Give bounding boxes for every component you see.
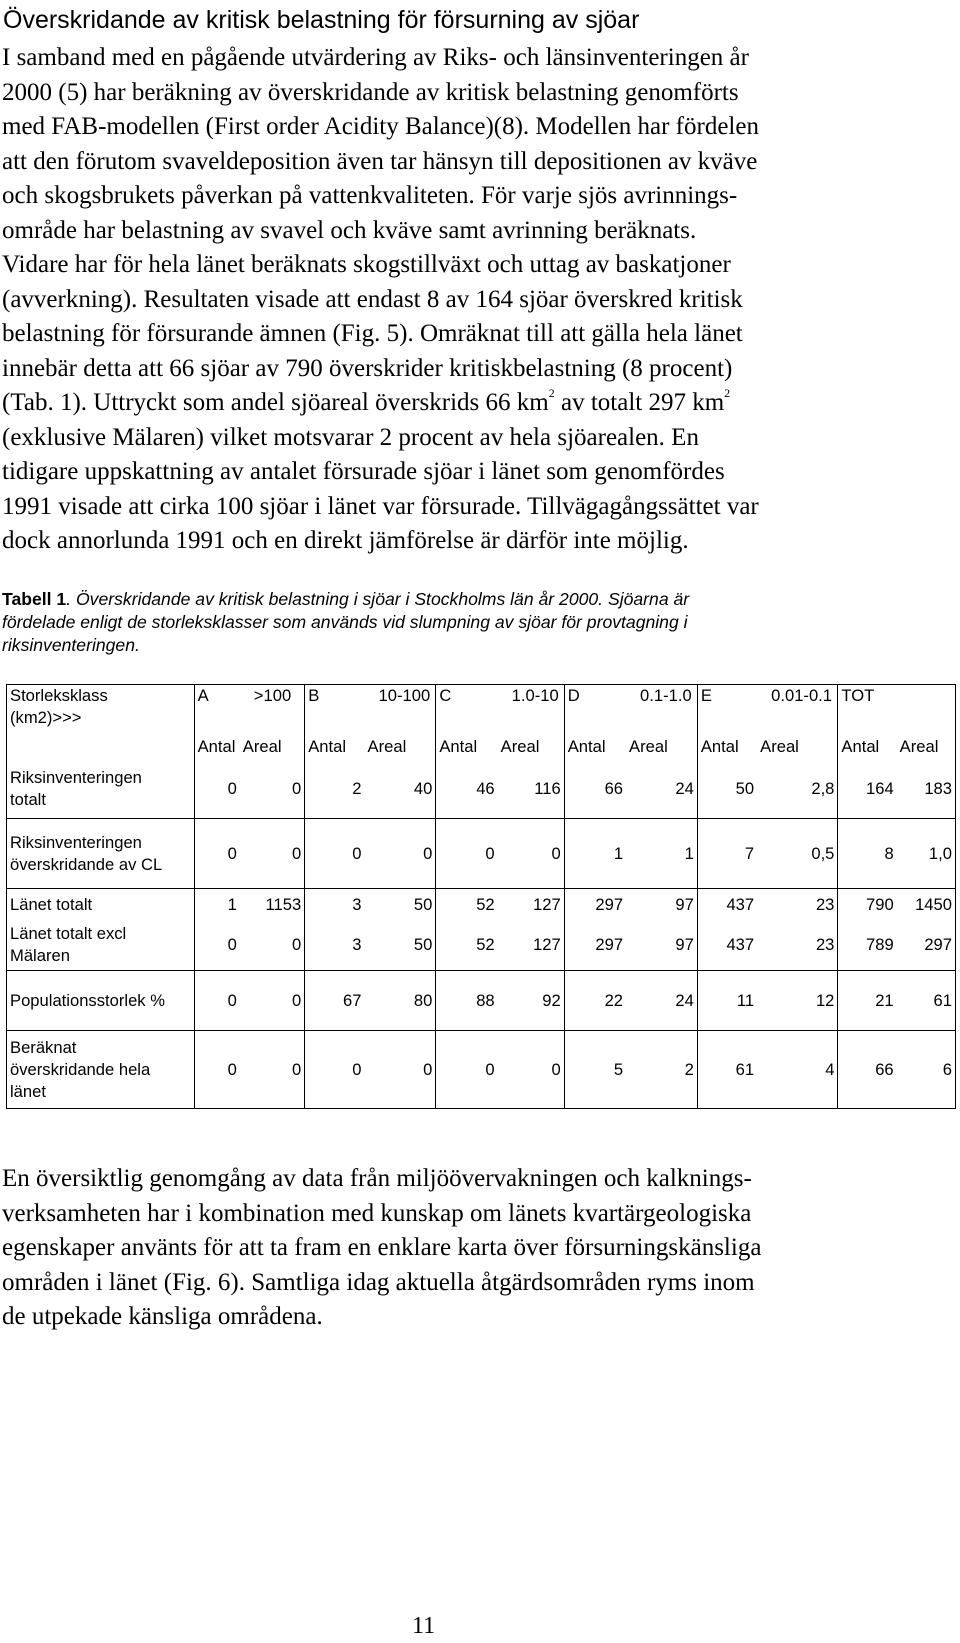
- table-cell: 61: [697, 1031, 757, 1109]
- column-header-areal: Areal: [626, 733, 697, 761]
- table-cell: 46: [476, 779, 495, 799]
- superscript: 2: [548, 386, 555, 400]
- column-header-areal: Areal: [240, 733, 305, 761]
- table-cell: 2: [352, 779, 362, 799]
- size-class-range: [897, 685, 956, 733]
- table-cell: 97: [626, 889, 697, 921]
- row-label-line: (km2)>>>: [10, 708, 82, 727]
- table-cell: 8: [838, 819, 897, 889]
- table-cell: 127: [498, 921, 565, 971]
- table-cell: 0: [240, 971, 305, 1031]
- table-cell: 5: [564, 1031, 626, 1109]
- table-cell: 88: [436, 971, 498, 1031]
- table-cell: 66: [604, 779, 624, 799]
- column-header-antal: Antal: [700, 736, 739, 756]
- size-class-range: 1.0-10: [498, 685, 565, 733]
- table-cell: 1450: [897, 889, 956, 921]
- superscript: 2: [724, 386, 731, 400]
- paragraph-line: med FAB-modellen (First order Acidity Balance)(8). Modellen har fördelen: [2, 113, 759, 140]
- table-cell: 6: [897, 1031, 956, 1109]
- table-cell: 297: [564, 889, 626, 921]
- table-cell: 1: [194, 889, 240, 921]
- table-cell: 24: [626, 761, 697, 819]
- table-row: [7, 819, 956, 889]
- table-row: [7, 971, 956, 1031]
- table-cell: 0: [498, 1031, 565, 1109]
- table-cell: 0: [436, 1031, 498, 1109]
- table-cell: 40: [365, 761, 436, 819]
- table-cell: 0: [498, 819, 565, 889]
- paragraph-line: de utpekade känsliga områdena.: [2, 1303, 323, 1330]
- table-cell: 789: [865, 935, 894, 955]
- table-cell: 0: [240, 761, 305, 819]
- table-cell: 12: [757, 971, 838, 1031]
- table-cell: 50: [365, 889, 436, 921]
- row-label-line: Länet totalt excl: [10, 924, 127, 944]
- size-class-letter: TOT: [838, 685, 897, 733]
- column-header-areal: Areal: [498, 733, 565, 761]
- table-cell: 0: [240, 1031, 305, 1109]
- paragraph-line: 1991 visade att cirka 100 sjöar i länet var försurade. Tillvägagångssättet var: [2, 492, 759, 520]
- table-cell: 297: [897, 921, 956, 971]
- paragraph-line: område har belastning av svavel och kväve samt avrinning beräknats.: [2, 216, 697, 244]
- row-label: [7, 971, 195, 1031]
- table-cell: 116: [498, 761, 565, 819]
- paragraph-line: områden i länet (Fig. 6). Samtliga idag aktuella åtgärdsområden ryms inom: [2, 1268, 755, 1296]
- paragraph-line: 2000 (5) har beräkning av överskridande av kritisk belastning genomförts: [2, 78, 739, 106]
- text-run: av totalt 297 km: [554, 389, 725, 416]
- size-class-range: >100: [240, 685, 305, 733]
- row-label-line: Mälaren: [10, 946, 70, 966]
- table-cell: 0: [305, 819, 365, 889]
- caption-line: [2, 588, 902, 611]
- caption-line: riksinventeringen.: [2, 635, 140, 655]
- caption-line: fördelade enligt de storleksklasser som används vid slumpning av sjöar för provtagning i: [2, 612, 688, 632]
- paragraph-line: tidigare uppskattning av antalet försurade sjöar i länet som genomfördes: [2, 458, 725, 485]
- table-cell: 0: [365, 819, 436, 889]
- table-subheader-row: [7, 733, 956, 761]
- table-cell: 437: [697, 889, 757, 921]
- caption-label: Tabell 1: [2, 589, 67, 609]
- table-cell: 24: [626, 971, 697, 1031]
- table-cell: 0,5: [757, 819, 838, 889]
- caption-text: . Överskridande av kritisk belastning i sjöar i Stockholms län år 2000. Sjöarna är: [66, 589, 690, 609]
- paragraph-line: I samband med en pågående utvärdering av Riks- och länsinventeringen år: [2, 44, 749, 71]
- row-label: [7, 921, 195, 971]
- table-cell: 50: [365, 921, 436, 971]
- table-row: [7, 1031, 956, 1109]
- table-cell: 1,0: [897, 819, 956, 889]
- row-label: [7, 685, 195, 733]
- table-cell: 1: [626, 819, 697, 889]
- column-header-antal: Antal: [194, 733, 240, 761]
- table-cell: 1: [564, 819, 626, 889]
- row-label-line: Beräknat: [10, 1037, 77, 1057]
- size-class-range: 10-100: [365, 685, 436, 733]
- column-header-areal: Areal: [757, 733, 838, 761]
- table-cell: 11: [697, 971, 757, 1031]
- size-class-letter: E: [697, 685, 757, 733]
- table-cell: 0: [240, 819, 305, 889]
- table-row: [7, 761, 956, 819]
- row-label-line: Riksinventeringen: [10, 832, 142, 852]
- column-header-areal: Areal: [365, 733, 436, 761]
- table-cell: 67: [305, 971, 365, 1031]
- table-cell: 0: [194, 819, 240, 889]
- table-cell: 790: [838, 889, 897, 921]
- table-cell: 437: [726, 935, 755, 955]
- row-label-line: Riksinventeringen: [10, 768, 142, 788]
- row-label-line: Länet totalt: [10, 894, 93, 914]
- size-class-letter: A: [194, 685, 240, 733]
- row-label-line: överskridande av CL: [10, 854, 163, 874]
- table-cell: 3: [305, 889, 365, 921]
- table-cell: 0: [365, 1031, 436, 1109]
- table-cell: 22: [564, 971, 626, 1031]
- table-header-row: [7, 685, 956, 733]
- paragraph-line: och skogsbrukets påverkan på vattenkvaliteten. För varje sjös avrinnings-: [2, 182, 738, 209]
- table-cell: 7: [697, 819, 757, 889]
- section-heading: Överskridande av kritisk belastning för försurning av sjöar: [3, 6, 640, 34]
- row-label-line: Storleksklass: [10, 686, 108, 705]
- table-cell: 297: [595, 935, 624, 955]
- row-label-line: överskridande hela: [10, 1059, 151, 1079]
- paragraph-line: innebär detta att 66 sjöar av 790 överskrider kritiskbelastning (8 procent): [2, 354, 733, 382]
- table-cell: 80: [365, 971, 436, 1031]
- row-label: [7, 1031, 195, 1109]
- paragraph-line: Vidare har för hela länet beräknats skogstillväxt och uttag av baskatjoner: [2, 251, 731, 278]
- row-label: [7, 733, 195, 761]
- column-header-antal: Antal: [841, 736, 880, 756]
- table-cell: 61: [897, 971, 956, 1031]
- table-cell: 4: [757, 1031, 838, 1109]
- table-caption: [2, 588, 902, 657]
- paragraph-1: [2, 41, 822, 559]
- table-cell: 183: [897, 761, 956, 819]
- size-class-range: 0.01-0.1: [757, 685, 838, 733]
- paragraph-line: verksamheten har i kombination med kunskap om länets kvartärgeologiska: [2, 1199, 752, 1227]
- paragraph-line-with-superscripts: [2, 386, 822, 421]
- table-cell: 127: [498, 889, 565, 921]
- table-cell: 50: [735, 779, 755, 799]
- table-cell: 0: [194, 971, 240, 1031]
- text-run: (Tab. 1). Uttryckt som andel sjöareal överskrids 66 km: [2, 389, 549, 416]
- paragraph-line: (avverkning). Resultaten visade att endast 8 av 164 sjöar överskred kritisk: [2, 285, 743, 313]
- row-label-line: länet: [10, 1081, 46, 1101]
- row-label: [7, 761, 195, 819]
- paragraph-line: (exklusive Mälaren) vilket motsvarar 2 procent av hela sjöarealen. En: [2, 423, 699, 451]
- row-label: [7, 889, 195, 921]
- table-cell: 0: [305, 1031, 365, 1109]
- table-cell: 2,8: [757, 761, 838, 819]
- table-cell: 23: [757, 889, 838, 921]
- paragraph-line: En översiktlig genomgång av data från miljöövervakningen och kalknings-: [2, 1165, 752, 1192]
- paragraph-line: belastning för försurande ämnen (Fig. 5). Omräknat till att gälla hela länet: [2, 320, 743, 347]
- size-class-letter: C: [436, 685, 498, 733]
- row-label-line: totalt: [10, 790, 46, 810]
- table-cell: 66: [838, 1031, 897, 1109]
- table-cell: 23: [757, 921, 838, 971]
- page-number: 11: [412, 1613, 436, 1639]
- column-header-areal: Areal: [897, 733, 956, 761]
- table-row: [7, 921, 956, 971]
- table-cell: 0: [194, 921, 240, 971]
- table-cell: 0: [240, 921, 305, 971]
- column-header-antal: Antal: [439, 736, 478, 756]
- table-cell: 52: [476, 935, 495, 955]
- paragraph-line: egenskaper använts för att ta fram en enklare karta över försurningskänsliga: [2, 1234, 762, 1261]
- table-cell: 97: [626, 921, 697, 971]
- table-cell: 52: [436, 889, 498, 921]
- table-cell: 0: [194, 761, 240, 819]
- table-row: [7, 889, 956, 921]
- size-class-range: 0.1-1.0: [626, 685, 697, 733]
- row-label: [7, 819, 195, 889]
- data-table: [6, 684, 956, 1109]
- table-cell: 0: [436, 819, 498, 889]
- table-cell: 2: [626, 1031, 697, 1109]
- paragraph-2: [2, 1162, 822, 1335]
- column-header-antal: Antal: [567, 736, 606, 756]
- column-header-antal: Antal: [308, 736, 347, 756]
- table-cell: 164: [865, 779, 894, 799]
- table-cell: 0: [194, 1031, 240, 1109]
- table-cell: 3: [352, 935, 362, 955]
- paragraph-line: att den förutom svaveldeposition även tar hänsyn till depositionen av kväve: [2, 147, 758, 175]
- size-class-letter: D: [564, 685, 626, 733]
- row-label-line: Populationsstorlek %: [10, 990, 165, 1010]
- table-cell: 92: [498, 971, 565, 1031]
- table-cell: 1153: [240, 889, 305, 921]
- paragraph-line: dock annorlunda 1991 och en direkt jämförelse är därför inte möjlig.: [2, 527, 689, 554]
- size-class-letter: B: [305, 685, 365, 733]
- table-cell: 21: [838, 971, 897, 1031]
